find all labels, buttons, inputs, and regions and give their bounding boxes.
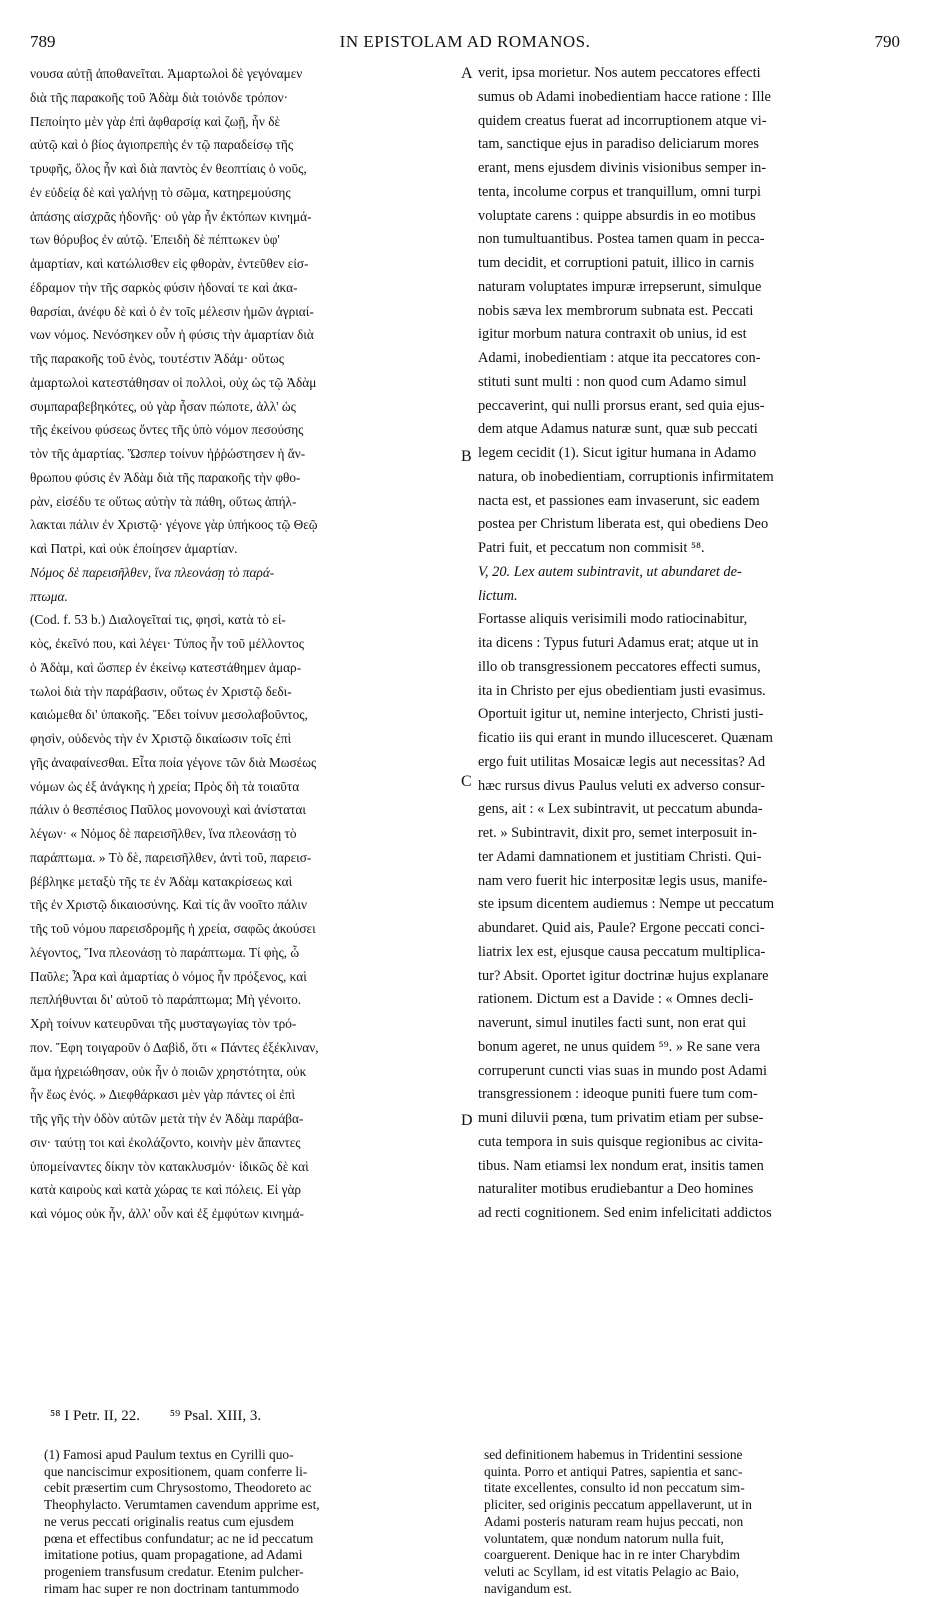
- greek-text-line: βέβληκε μεταξὺ τῆς τε ἐν Ἀδὰμ κατακρίσεως καὶ: [30, 873, 293, 889]
- note-right-column: [484, 1447, 896, 1597]
- latin-text-line: abundaret. Quid ais, Paule? Ergone peccati conci-: [478, 920, 765, 936]
- greek-text-line: λέγοντος, Ἵνα πλεονάσῃ τὸ παράπτωμα. Τί φὴς, ὦ: [30, 944, 300, 960]
- greek-text-line: πον. Ἔφη τοιγαροῦν ὁ Δαβὶδ, ὅτι « Πάντες ἐξέκλιναν,: [30, 1039, 319, 1055]
- latin-text-line: legem cecidit (1). Sicut igitur humana in Adamo: [478, 445, 757, 461]
- greek-text-line: Παῦλε; Ἆρα καὶ ἁμαρτίας ὁ νόμος ἦν πρόξενος, καὶ: [30, 968, 307, 984]
- greek-text-line: τὸν τῆς ἁμαρτίας. Ὥσπερ τοίνυν ἠῤῥώστησεν ἡ ἄν-: [30, 446, 306, 461]
- greek-text-line: τῆς γῆς τὴν ὁδὸν αὐτῶν μετὰ τὴν ἐν Ἀδὰμ παράβα-: [30, 1111, 304, 1126]
- latin-text-line: hæc rursus divus Paulus veluti ex adverso consur-: [478, 777, 766, 794]
- note-line: que nanciscimur expositionem, quam conferre li-: [44, 1463, 308, 1479]
- latin-text-line: illo ob transgressionem peccatores effecti sumus,: [478, 658, 761, 675]
- note-line: navigandum est.: [484, 1580, 572, 1596]
- greek-text-line: Πεποίητο μὲν γὰρ ἐπὶ ἀφθαρσίᾳ καὶ ζωῇ, ἦν δὲ: [30, 113, 281, 129]
- latin-text-line: nobis sæva lex membrorum subnata est. Peccati: [478, 302, 754, 319]
- greek-text-line: νόμων ὡς ἐξ ἀνάγκης ἡ χρεία; Πρὸς δὴ τὰ τοιαῦτα: [30, 778, 300, 794]
- latin-text-line: lictum.: [478, 587, 518, 604]
- latin-text-line: gens, ait : « Lex subintravit, ut peccatum abunda-: [478, 801, 763, 818]
- latin-text-line: naturam voluptates impuræ irrepserunt, simulque: [478, 278, 762, 295]
- greek-text-line: νουσα αὐτῇ ἀποθανεῖται. Ἁμαρτωλοὶ δὲ γεγόναμεν: [30, 66, 303, 81]
- greek-text-line: καὶ νόμος οὐκ ἦν, ἀλλ' οὖν καὶ ἐξ ἐμφύτων κινημά-: [30, 1206, 304, 1221]
- latin-text-line: peccaverint, qui nulli prorsus erant, sed quia ejus-: [478, 397, 765, 414]
- latin-text-line: cuta tempora in suis quisque regionibus ac civita-: [478, 1133, 763, 1150]
- footnote-ref-58: ⁵⁸ I Petr. II, 22.: [50, 1408, 141, 1424]
- greek-text-line: καὶ Πατρὶ, καὶ οὐκ ἐποίησεν ἁμαρτίαν.: [30, 541, 238, 556]
- greek-text-line: ἅμα ἠχρειώθησαν, οὐκ ἦν ὁ ποιῶν χρηστότητα, οὐκ: [30, 1063, 307, 1079]
- note-line: progeniem transfusum credatur. Etenim pulcher-: [44, 1563, 304, 1579]
- latin-text-line: ita in Christo per ejus obedientiam justi evasimus.: [478, 682, 766, 699]
- latin-text-line: ter Adami damnationem et justitiam Christi. Qui-: [478, 848, 762, 865]
- greek-text-line: ἦν ἕως ἑνός. » Διεφθάρκασι μὲν γὰρ πάντες οἱ ἐπὶ: [30, 1087, 296, 1103]
- latin-text-line: V, 20. Lex autem subintravit, ut abundaret de-: [478, 563, 742, 580]
- footnote-ref-59: ⁵⁹ Psal. XIII, 3.: [169, 1408, 262, 1424]
- latin-text-line: sumus ob Adami inobedientiam hacce ratione : Ille: [478, 88, 771, 105]
- greek-text-line: διὰ τῆς παρακοῆς τοῦ Ἀδὰμ διὰ τοιόνδε τρόπον·: [30, 89, 289, 105]
- greek-text-line: ἁπάσης αἰσχρᾶς ἡδονῆς· οὐ γὰρ ἦν ἐκτόπων κινημά-: [30, 208, 312, 224]
- latin-text-line: ste ipsum dicentem audiemus : Nempe ut peccatum: [478, 896, 775, 913]
- latin-column: [478, 62, 894, 1226]
- greek-text-line: τωλοὶ διὰ τὴν παράβασιν, οὕτως ἐν Χριστῷ δεδι-: [30, 683, 292, 699]
- note-line: (1) Famosi apud Paulum textus en Cyrilli quo-: [44, 1447, 294, 1462]
- greek-text-line: συμπαραβεβηκότες, οὐ γὰρ ἦσαν πώποτε, ἀλλ' ὡς: [30, 398, 296, 414]
- greek-text-line: γῆς ἀναφαίνεσθαι. Εἶτα ποία γέγονε τῶν διὰ Μωσέως: [30, 754, 317, 770]
- page-header: [30, 32, 900, 56]
- greek-text-line: (Cod. f. 53 b.) Διαλογεῖταί τις, φησὶ, κατὰ τὸ εἰ-: [30, 612, 286, 628]
- latin-text-line: bonum ageret, ne unus quidem ⁵⁹. » Re sane vera: [478, 1038, 761, 1055]
- greek-text-line: τρυφῆς, ὅλος ἦν καὶ διὰ παντὸς ἐν θεοπτίαις ὁ νοῦς,: [30, 161, 307, 176]
- margin-letter-d: D: [461, 1112, 473, 1129]
- latin-text-line: muni diluvii pœna, tum privatim etiam per subse-: [478, 1110, 764, 1126]
- latin-text-line: ficatio iis qui erant in mundo illucesceret. Quænam: [478, 730, 773, 746]
- greek-text-line: φησὶν, οὐδενὸς τὴν ἐν Χριστῷ δικαίωσιν τοῖς ἐπὶ: [30, 731, 292, 746]
- note-line: veluti ac Scyllam, id est vitatis Pelagio ac Baio,: [484, 1563, 740, 1579]
- note-line: ne verus peccati originalis reatus cum ejusdem: [44, 1513, 294, 1529]
- latin-text-line: Adami, inobedientiam : atque ita peccatores con-: [478, 350, 761, 366]
- greek-text-line: κατὰ καιροὺς καὶ κατὰ χώρας τε καὶ πόλεις. Εἰ γὰρ: [30, 1182, 302, 1198]
- margin-letter-b: B: [461, 448, 472, 465]
- greek-text-line: ἁμαρτωλοὶ κατεστάθησαν οἱ πολλοὶ, οὐχ ὡς τῷ Ἀδὰμ: [30, 374, 317, 390]
- latin-text-line: naturaliter motibus erudiebantur a Deo homines: [478, 1181, 754, 1198]
- margin-letter-c: C: [461, 773, 472, 790]
- right-page-number: 790: [874, 32, 900, 51]
- greek-text-line: ρὰν, εἰσέδυ τε οὕτως αὐτὴν τὰ πάθη, οὕτως ἀπήλ-: [30, 493, 297, 509]
- latin-text-line: transgressionem : ideoque puniti fuere tum com-: [478, 1086, 758, 1103]
- note-line: voluntatem, quæ nondum natorum nulla fuit,: [484, 1530, 724, 1546]
- greek-text-line: πεπλήθυνται δι' αὐτοῦ τὸ παράπτωμα; Μὴ γένοιτο.: [30, 992, 302, 1008]
- latin-text-line: liatrix lex est, ejusque causa peccatum multiplica-: [478, 943, 766, 960]
- latin-text-line: Oportuit igitur ut, nemine interjecto, Christi justi-: [478, 706, 764, 723]
- note-left-column: [44, 1447, 462, 1597]
- latin-text-line: ita dicens : Typus futuri Adamus erat; atque ut in: [478, 635, 759, 651]
- greek-text-line: Νόμος δὲ παρεισῆλθεν, ἵνα πλεονάσῃ τὸ παρά-: [30, 564, 275, 580]
- latin-text-line: natura, ob inobedientiam, corruptionis infirmitatem: [478, 468, 774, 485]
- note-line: rimam hac super re non doctrinam tantummodo: [44, 1580, 300, 1596]
- greek-text-line: σιν· ταύτῃ τοι καὶ ἐκολάζοντο, κοινὴν μὲν ἅπαντες: [30, 1134, 301, 1150]
- latin-text-line: nacta est, et passiones eam invaserunt, sic eadem: [478, 492, 760, 509]
- latin-text-line: rationem. Dictum est a Davide : « Omnes decli-: [478, 991, 754, 1008]
- latin-text-line: tenta, incolume corpus et tranquillum, omni turpi: [478, 183, 761, 200]
- running-title: IN EPISTOLAM AD ROMANOS.: [339, 32, 591, 51]
- latin-text-line: Patri fuit, et peccatum non commisit ⁵⁸.: [478, 540, 705, 556]
- greek-text-line: κὸς, ἐκεῖνό που, καὶ λέγει· Τύπος ἦν τοῦ μέλλοντος: [30, 636, 304, 651]
- greek-text-line: ὑπομείναντες δίκην τὸν κατακλυσμόν· ἰδικῶς δὲ καὶ: [30, 1158, 309, 1174]
- greek-text-line: λακται πάλιν ἐν Χριστῷ· γέγονε γὰρ ὑπήκοος τῷ Θεῷ: [30, 517, 318, 533]
- greek-text-line: Χρὴ τοίνυν κατευρῦναι τῆς μυσταγωγίας τὸν τρό-: [30, 1016, 297, 1031]
- latin-text-line: tum decidit, et corruptioni patuit, illico in carnis: [478, 255, 755, 271]
- note-line: coarguerent. Denique hac in re inter Charybdim: [484, 1547, 740, 1563]
- greek-text-line: λέγων· « Νόμος δὲ παρεισῆλθεν, ἵνα πλεονάσῃ τὸ: [30, 826, 297, 841]
- greek-text-line: καιώμεθα δι' ὑπακοῆς. Ἔδει τοίνυν μεσολαβοῦντος,: [30, 707, 308, 723]
- note-line: cebit præsertim cum Chrysostomo, Theodoreto ac: [44, 1480, 312, 1496]
- latin-text-line: naverunt, simul inutiles facti sunt, non erat qui: [478, 1015, 747, 1031]
- latin-text-line: tibus. Nam etiamsi lex nondum erat, insitis tamen: [478, 1157, 764, 1174]
- note-line: imitatione potius, quam propagatione, ad Adami: [44, 1547, 303, 1563]
- latin-text-line: erant, mens ejusdem divinis visionibus semper in-: [478, 160, 767, 176]
- margin-letter-a: A: [461, 65, 473, 82]
- greek-text-line: ὁ Ἀδὰμ, καὶ ὥσπερ ἐν ἐκείνῳ κατεστάθημεν ἁμαρ-: [30, 659, 302, 675]
- greek-text-line: πάλιν ὁ θεσπέσιος Παῦλος μονονουχὶ καὶ ἀνίσταται: [30, 802, 306, 818]
- greek-text-line: θαρσίαι, ἀνέφυ δὲ καὶ ὁ ἐν τοῖς μέλεσιν ἡμῶν ἀγριαί-: [30, 303, 314, 319]
- latin-text-line: quidem creatus fuerat ad incorruptionem atque vi-: [478, 112, 767, 129]
- note-line: Adami posteris naturam ream hujus peccati, non: [484, 1513, 744, 1529]
- note-line: pliciter, sed originis peccatum appellaverunt, ut in: [484, 1497, 752, 1513]
- greek-text-line: των θόρυβος ἐν αὐτῷ. Ἐπειδὴ δὲ πέπτωκεν ὑφ': [30, 232, 280, 248]
- latin-text-line: ad recti cognitionem. Sed enim infelicitati addictos: [478, 1205, 772, 1221]
- note-line: Theophylacto. Verumtamen cavendum apprime est,: [44, 1497, 320, 1513]
- greek-text-line: παράπτωμα. » Τὸ δὲ, παρεισῆλθεν, ἀντὶ τοῦ, παρεισ-: [30, 849, 312, 865]
- greek-text-line: έδραμον τὴν τῆς σαρκὸς φύσιν ἡδοναί τε καὶ ἀκα-: [30, 279, 298, 295]
- note-line: quinta. Porro et antiqui Patres, sapientia et sanc-: [484, 1463, 743, 1479]
- greek-column: [30, 62, 458, 1226]
- latin-text-line: postea per Christum liberata est, qui obediens Deo: [478, 516, 769, 533]
- latin-text-line: voluptate carens : quippe absurdis in eo motibus: [478, 207, 756, 224]
- note-line: titate excellentes, consulto id non peccatum sim-: [484, 1480, 745, 1496]
- greek-text-line: τῆς ἐν Χριστῷ δικαιοσύνης. Καὶ τίς ἂν νοοῖτο πάλιν: [30, 897, 308, 913]
- latin-text-line: verit, ipsa morietur. Nos autem peccatores effecti: [478, 65, 761, 81]
- greek-text-line: ἐν εὐδείᾳ δὲ καὶ γαλήνῃ τὸ σῶμα, κατηρεμούσης: [30, 184, 291, 200]
- latin-text-line: ergo fuit utilitas Mosaicæ legis aut necessitas? Ad: [478, 753, 766, 770]
- latin-text-line: non tumultuantibus. Postea tamen quam in pecca-: [478, 231, 765, 248]
- footnote-references: [50, 1408, 287, 1425]
- greek-text-line: ἁμαρτίαν, καὶ κατώλισθεν εἰς φθορὰν, ἐντεῦθεν εἰσ-: [30, 256, 309, 271]
- greek-text-line: νων νόμος. Νενόσηκεν οὖν ἡ φύσις τὴν ἁμαρτίαν διὰ: [30, 327, 314, 343]
- latin-text-line: nam vero fuerit hic interpositæ legis usus, manife-: [478, 872, 768, 889]
- latin-text-line: tam, sanctique ejus in paradiso deliciarum mores: [478, 136, 759, 153]
- greek-text-line: τῆς παρακοῆς τοῦ ἑνὸς, τουτέστιν Ἀδάμ· οὕτως: [30, 351, 285, 366]
- latin-text-line: tur? Absit. Oportet igitur doctrinæ hujus explanare: [478, 967, 769, 984]
- greek-text-line: αὐτῷ καὶ ὁ βίος ἁγιοπρεπὴς ἐν τῷ παραδείσῳ τῆς: [30, 137, 294, 153]
- greek-text-line: τῆς τοῦ νόμου παρεισδρομῆς ἡ χρεία, σαφῶς ἀκούσει: [30, 921, 316, 936]
- latin-text-line: igitur morbum natura contraxit ob unius, id est: [478, 326, 747, 343]
- latin-text-line: ret. » Subintravit, dixit pro, semet interposuit in-: [478, 825, 757, 841]
- greek-text-line: τῆς ἐκείνου φύσεως ὄντες τῆς ὑπὸ νόμον πεσούσης: [30, 422, 304, 438]
- latin-text-line: dem atque Adamus naturæ sunt, quæ sub peccati: [478, 421, 758, 438]
- latin-text-line: corruperunt cuncti vias suas in mundo post Adami: [478, 1062, 767, 1079]
- note-line: pœna et effectibus confundatur; ac ne id peccatum: [44, 1530, 314, 1546]
- left-page-number: 789: [30, 32, 56, 51]
- latin-text-line: stituti sunt multi : non quod cum Adamo simul: [478, 373, 747, 390]
- latin-text-line: Fortasse aliquis verisimili modo ratiocinabitur,: [478, 611, 748, 628]
- greek-text-line: πτωμα.: [30, 588, 68, 604]
- note-line: sed definitionem habemus in Tridentini sessione: [484, 1447, 743, 1462]
- greek-text-line: θρωπου φύσις ἐν Ἀδὰμ διὰ τῆς παρακοῆς τὴν φθο-: [30, 469, 301, 485]
